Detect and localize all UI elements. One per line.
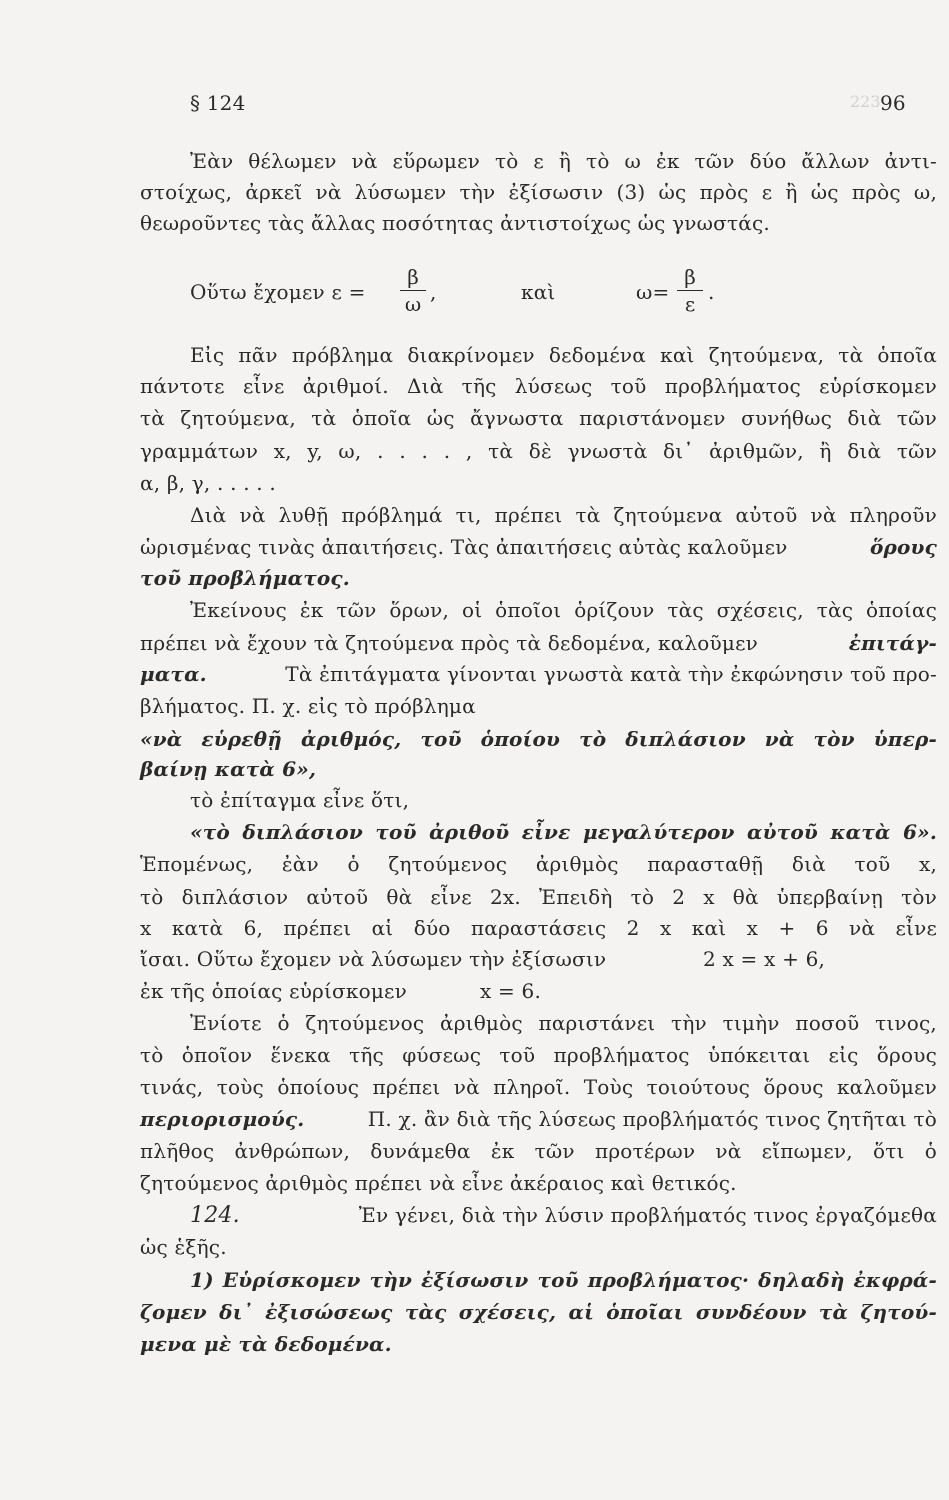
- step-1-line-2: ζομεν δι᾽ ἐξισώσεως τὰς σχέσεις, αἱ ὁποῖαι συνδέουν τὰ ζητού-: [140, 1300, 937, 1324]
- formula-omega-equals: ω=: [636, 280, 670, 304]
- p5-line-4: [140, 1107, 937, 1131]
- example-problem-line-2: βαίνῃ κατὰ 6»,: [140, 757, 317, 781]
- p2-line-1: Εἰς πᾶν πρόβλημα διακρίνομεν δεδομένα καὶ ζητούμενα, τὰ ὁποῖα: [190, 343, 937, 367]
- term-horous: ὅρους: [869, 535, 937, 559]
- article-number-124: 124.: [190, 1203, 240, 1228]
- term-epitagmata: ἐπιτάγ-: [848, 631, 937, 655]
- formula-period: .: [708, 280, 715, 304]
- p4-line-2: [140, 631, 937, 655]
- fraction-beta-over-omega: [400, 266, 426, 315]
- p2-line-5: α, β, γ, . . . . .: [140, 471, 276, 495]
- p4-line-9: Ἑπομένως, ἐὰν ὁ ζητούμενος ἀριθμὸς παρασταθῇ διὰ τοῦ x,: [140, 852, 937, 876]
- formula-and: καὶ: [521, 280, 556, 304]
- fraction-bar: [400, 290, 426, 291]
- formula-comma: ,: [430, 280, 437, 304]
- p6-line-1-text: Ἐν γένει, διὰ τὴν λύσιν προβλήματός τινος ἐργαζόμεθα: [358, 1203, 937, 1227]
- p3-line-2-text: ὡρισμένας τινὰς ἀπαιτήσεις. Τὰς ἀπαιτήσεις αὐτὰς καλοῦμεν: [140, 535, 788, 559]
- p4-line-4: βλήματος. Π. χ. εἰς τὸ πρόβλημα: [140, 694, 476, 718]
- p1-line-2: στοίχως, ἀρκεῖ νὰ λύσωμεν τὴν ἐξίσωσιν (3) ὡς πρὸς ε ἢ ὡς πρὸς ω,: [140, 180, 937, 204]
- term-mata: ματα.: [140, 662, 207, 686]
- p4-line-13-text: ἐκ τῆς ὁποίας εὑρίσκομεν: [140, 979, 407, 1003]
- p4-line-12-text: ἴσαι. Οὕτω ἔχομεν νὰ λύσωμεν τὴν ἐξίσωσιν: [140, 947, 607, 971]
- fraction-denominator: ω: [404, 292, 422, 316]
- equation-2x-eq-x-plus-6: 2 x = x + 6,: [703, 947, 826, 971]
- p4-line-12: [140, 947, 937, 971]
- formula-lead: Οὕτω ἔχομεν ε =: [190, 280, 366, 304]
- p4-line-7: τὸ ἐπίταγμα εἶνε ὅτι,: [190, 788, 410, 812]
- p4-line-3-text: Τὰ ἐπιτάγματα γίνονται γνωστὰ κατὰ τὴν ἐκφώνησιν τοῦ προ-: [285, 662, 937, 686]
- p2-line-4: γραμμάτων x, y, ω, . . . . , τὰ δὲ γνωστὰ δι᾽ ἀριθμῶν, ἢ διὰ τῶν: [140, 439, 937, 463]
- p4-line-13: [140, 979, 937, 1003]
- p5-line-4-text: Π. χ. ἂν διὰ τῆς λύσεως προβλήματός τινος ζητῆται τὸ: [367, 1107, 937, 1131]
- term-tou-problimatos: τοῦ προβλήματος.: [140, 566, 350, 590]
- p4-line-1: Ἐκείνους ἐκ τῶν ὅρων, οἱ ὁποῖοι ὁρίζουν τὰς σχέσεις, τὰς ὁποίας: [190, 598, 937, 622]
- p2-line-2: πάντοτε εἶνε ἀριθμοί. Διὰ τῆς λύσεως τοῦ προβλήματος εὑρίσκομεν: [140, 374, 937, 398]
- fraction-numerator: β: [407, 265, 419, 289]
- example-problem-line-1: «νὰ εὑρεθῇ ἀριθμός, τοῦ ὁποίου τὸ διπλάσιον νὰ τὸν ὑπερ-: [140, 727, 937, 751]
- solution-x-eq-6: x = 6.: [480, 979, 542, 1003]
- p5-line-6: ζητούμενος ἀριθμὸς πρέπει νὰ εἶνε ἀκέραιος καὶ θετικός.: [140, 1171, 737, 1195]
- p5-line-3: τινάς, τοὺς ὁποίους πρέπει νὰ πληροῖ. Τοὺς τοιούτους ὅρους καλοῦμεν: [140, 1075, 937, 1099]
- p6-line-1: [190, 1203, 937, 1228]
- term-periorismous: περιορισμούς.: [140, 1107, 305, 1131]
- fraction-denominator: ε: [684, 292, 696, 316]
- p5-line-5: πλῆθος ἀνθρώπων, δυνάμεθα ἐκ τῶν προτέρων νὰ εἴπωμεν, ὅτι ὁ: [140, 1139, 937, 1163]
- step-1-line-3: μενα μὲ τὰ δεδομένα.: [140, 1332, 392, 1356]
- fraction-bar: [677, 290, 703, 291]
- p4-line-3: [140, 662, 937, 686]
- p3-line-1: Διὰ νὰ λυθῇ πρόβλημά τι, πρέπει τὰ ζητούμενα αὐτοῦ νὰ πληροῦν: [190, 503, 937, 527]
- page-number: 96: [880, 91, 906, 115]
- p4-line-11: x κατὰ 6, πρέπει αἱ δύο παραστάσεις 2 x καὶ x + 6 νὰ εἶνε: [140, 916, 937, 940]
- p1-line-1: Ἐὰν θέλωμεν νὰ εὕρωμεν τὸ ε ἢ τὸ ω ἐκ τῶν δύο ἄλλων ἀντι-: [190, 149, 937, 173]
- p4-line-10: τὸ διπλάσιον αὐτοῦ θὰ εἶνε 2x. Ἐπειδὴ τὸ 2 x θὰ ὑπερβαίνῃ τὸν: [140, 885, 937, 909]
- p6-line-2: ὡς ἑξῆς.: [140, 1235, 227, 1259]
- p1-line-3: θεωροῦντες τὰς ἄλλας ποσότητας ἀντιστοίχως ὡς γνωστάς.: [140, 211, 770, 235]
- p2-line-3: τὰ ζητούμενα, τὰ ὁποῖα ὡς ἄγνωστα παριστάνομεν συνήθως διὰ τῶν: [140, 406, 937, 430]
- fraction-numerator: β: [684, 265, 696, 289]
- section-number: § 124: [190, 91, 246, 115]
- p3-line-2: [140, 535, 937, 559]
- fraction-beta-over-epsilon: [677, 266, 703, 315]
- p5-line-1: Ἐνίοτε ὁ ζητούμενος ἀριθμὸς παριστάνει τὴν τιμὴν ποσοῦ τινος,: [190, 1011, 937, 1035]
- example-condition: «τὸ διπλάσιον τοῦ ἀριθοῦ εἶνε μεγαλύτερον αὐτοῦ κατὰ 6».: [190, 820, 937, 844]
- p5-line-2: τὸ ὁποῖον ἕνεκα τῆς φύσεως τοῦ προβλήματος ὑπόκειται εἰς ὅρους: [140, 1043, 937, 1067]
- p4-line-2-text: πρέπει νὰ ἔχουν τὰ ζητούμενα πρὸς τὰ δεδομένα, καλοῦμεν: [140, 631, 759, 655]
- step-1-line-1: 1) Εὑρίσκομεν τὴν ἐξίσωσιν τοῦ προβλήματος· δηλαδὴ ἐκφρά-: [190, 1268, 937, 1292]
- bleed-through-text: 223: [850, 92, 881, 111]
